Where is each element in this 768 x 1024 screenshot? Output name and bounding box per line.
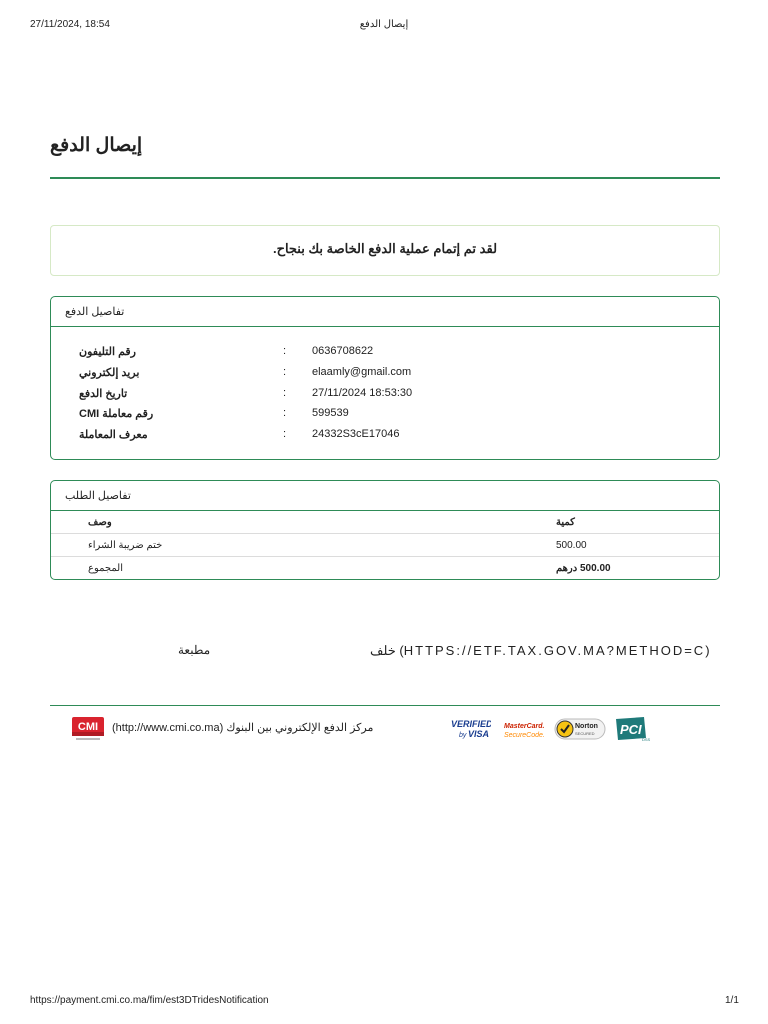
svg-text:VERIFIED: VERIFIED [451, 719, 491, 729]
detail-value: elaamly@gmail.com [312, 366, 412, 378]
print-page-title: إيصال الدفع [359, 19, 409, 30]
detail-label: بريد إلكتروني [79, 367, 140, 379]
order-details-heading: تفاصيل الطلب [65, 490, 131, 502]
payment-details-heading: تفاصيل الدفع [65, 306, 125, 318]
svg-text:VISA: VISA [468, 729, 490, 739]
total-row [51, 557, 719, 579]
print-url: https://payment.cmi.co.ma/fim/est3DTridesNotification [30, 995, 269, 1006]
detail-row-cmi-transaction [51, 407, 719, 427]
column-header-description: وصف [88, 517, 112, 528]
column-header-quantity: كمية [556, 517, 575, 528]
detail-label: رقم معاملة CMI [79, 408, 154, 420]
order-details-header [51, 481, 719, 511]
detail-separator: : [283, 345, 287, 357]
cmi-logo [72, 717, 104, 739]
back-link[interactable]: خلف (HTTPS://ETF.TAX.GOV.MA?METHOD=C) [370, 643, 710, 658]
cmi-logo-text: CMI [77, 721, 99, 733]
detail-row-email [51, 366, 719, 386]
total-value: 500.00 درهم [556, 563, 611, 574]
payment-details-panel [50, 296, 720, 460]
detail-label: معرف المعاملة [79, 429, 148, 441]
footer-divider [50, 705, 720, 706]
svg-text:by: by [459, 732, 467, 739]
svg-text:DSS: DSS [642, 737, 651, 742]
detail-value: 0636708622 [312, 345, 374, 357]
payment-details-header [51, 297, 719, 327]
order-table-header [51, 511, 719, 534]
detail-label: رقم التليفون [79, 346, 136, 358]
detail-separator: : [283, 407, 287, 419]
pci-dss-badge [614, 716, 652, 742]
svg-text:MasterCard.: MasterCard. [504, 723, 544, 730]
svg-text:SecureCode.: SecureCode. [504, 732, 544, 739]
detail-value: 24332S3cE17046 [312, 428, 400, 440]
detail-row-phone [51, 345, 719, 365]
detail-separator: : [283, 387, 287, 399]
title-divider [50, 177, 720, 179]
page-number: 1/1 [725, 995, 739, 1006]
verified-by-visa-badge [449, 716, 491, 742]
cmi-footer-text[interactable] [112, 721, 373, 734]
order-details-panel [50, 480, 720, 580]
success-alert [50, 225, 720, 276]
detail-separator: : [283, 366, 287, 378]
detail-label: تاريخ الدفع [79, 388, 128, 400]
print-button[interactable]: مطبعة [178, 643, 211, 657]
svg-text:PCI: PCI [620, 722, 642, 737]
detail-row-payment-date [51, 387, 719, 407]
page-title: إيصال الدفع [50, 135, 143, 156]
mastercard-securecode-badge [502, 716, 544, 742]
detail-row-transaction-id [51, 428, 719, 448]
success-message: لقد تم إتمام عملية الدفع الخاصة بك بنجاح. [272, 241, 498, 256]
item-quantity: 500.00 [556, 540, 587, 551]
table-row [51, 534, 719, 557]
item-description: ختم ضريبة الشراء [88, 540, 163, 551]
total-label: المجموع [88, 563, 123, 574]
cmi-footer-label: مركز الدفع الإلكتروني بين البنوك (http://www.cmi.co.ma) [112, 722, 374, 734]
detail-value: 599539 [312, 407, 349, 419]
print-datetime: 27/11/2024, 18:54 [30, 19, 110, 30]
svg-text:SECURED: SECURED [575, 731, 595, 736]
norton-secured-badge [554, 716, 606, 742]
detail-value: 27/11/2024 18:53:30 [312, 387, 413, 399]
svg-text:Norton: Norton [575, 723, 598, 730]
detail-separator: : [283, 428, 287, 440]
